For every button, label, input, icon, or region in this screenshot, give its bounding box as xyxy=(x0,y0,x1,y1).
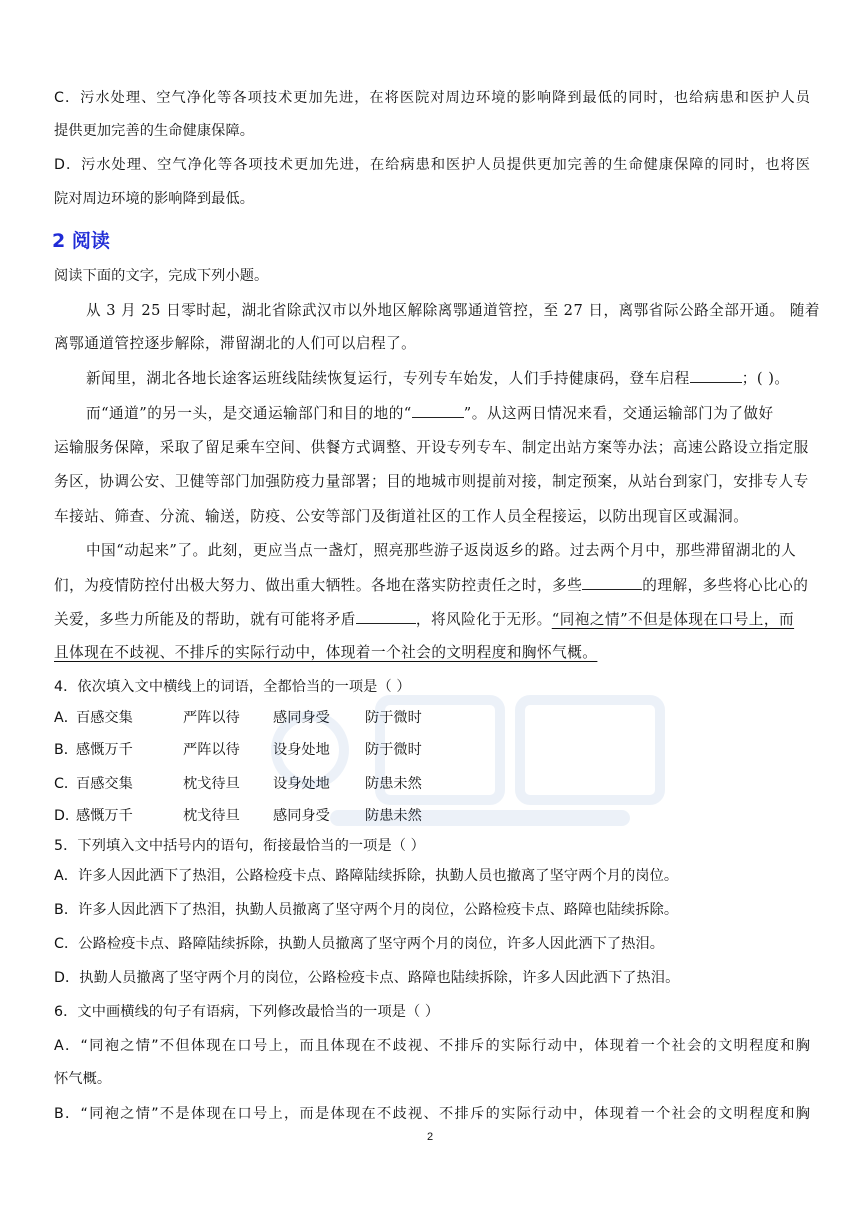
underlined-sentence-part2: 且体现在不歧视、不排斥的实际行动中，体现着一个社会的文明程度和胸怀气概。 xyxy=(54,644,598,661)
q4-a-word1: 百感交集 xyxy=(76,710,133,726)
passage-p4-line3-a: 关爱，多些力所能及的帮助，就有可能将矛盾 xyxy=(54,611,356,628)
passage-p3-text-b: ”。从这两日情况来看，交通运输部门为了做好 xyxy=(463,405,774,422)
q4-d-word4: 防患未然 xyxy=(365,808,422,824)
watermark-logo xyxy=(270,680,690,840)
passage-p4-line2-b: 的理解，多些将心比心的 xyxy=(642,577,809,594)
reading-instruction: 阅读下面的文字，完成下列小题。 xyxy=(54,268,269,284)
blank-2 xyxy=(412,403,464,418)
blank-4 xyxy=(356,609,416,624)
option-c-line2: 提供更加完善的生命健康保障。 xyxy=(54,123,255,139)
q4-stem: 4．依次填入文中横线上的词语，全都恰当的一项是（ ） xyxy=(54,679,411,695)
option-d-line2: 院对周边环境的影响降到最低。 xyxy=(54,191,255,207)
q4-b-word4: 防于微时 xyxy=(365,742,422,758)
q4-d-word1: 感慨万千 xyxy=(76,808,133,824)
q4-a-word2: 严阵以待 xyxy=(183,710,240,726)
q4-a-word4: 防于微时 xyxy=(365,710,422,726)
blank-3 xyxy=(582,575,642,590)
q4-b-label: B． xyxy=(54,742,78,758)
q6-stem: 6．文中画横线的句子有语病，下列修改最恰当的一项是（ ） xyxy=(54,1004,440,1020)
passage-p3-line2: 运输服务保障，采取了留足乘车空间、供餐方式调整、开设专列专车、制定出站方案等办法；高速公路设立指定服 xyxy=(54,439,809,456)
q6-option-b-line1: B．“同袍之情”不是体现在口号上，而是体现在不歧视、不排斥的实际行动中，体现着一个社会的文明程度和胸 xyxy=(54,1106,810,1122)
passage-p4-line2-a: 们，为疫情防控付出极大努力、做出重大牺牲。各地在落实防控责任之时，多些 xyxy=(54,577,583,594)
option-d-line1: D．污水处理、空气净化等各项技术更加先进，在给病患和医护人员提供更加完善的生命健康保障的同时，也将医 xyxy=(54,157,810,173)
passage-p4-line3-b: ，将风险化于无形。 xyxy=(415,611,552,628)
option-c-line1: C．污水处理、空气净化等各项技术更加先进，在将医院对周边环境的影响降到最低的同时，也给病患和医护人员 xyxy=(54,90,810,106)
passage-p1-line2: 离鄂通道管控逐步解除，滞留湖北的人们可以启程了。 xyxy=(54,335,417,352)
q4-c-word2: 枕戈待旦 xyxy=(183,776,240,792)
q4-c-word4: 防患未然 xyxy=(365,776,422,792)
passage-p3-line1 xyxy=(86,403,810,424)
passage-p3-line4: 车接站、筛查、分流、输送，防疫、公安等部门及街道社区的工作人员全程接运，以防出现盲区或漏洞。 xyxy=(54,508,749,525)
underlined-sentence-part1: “同袍之情”不但是体现在口号上，而 xyxy=(551,611,795,628)
q5-option-c: C．公路检疫卡点、路障陆续拆除，执勤人员撤离了坚守两个月的岗位，许多人因此洒下了热泪。 xyxy=(54,936,665,952)
q4-d-word3: 感同身受 xyxy=(273,808,330,824)
passage-p4-line1: 中国“动起来”了。此刻，更应当点一盏灯，照亮那些游子返岗返乡的路。过去两个月中，那些滞留湖北的人 xyxy=(86,542,797,559)
passage-p4-line4 xyxy=(54,643,810,663)
passage-p2-bracket: ；( )。 xyxy=(741,370,790,387)
q4-a-label: A． xyxy=(54,710,78,726)
q4-d-label: D． xyxy=(54,808,80,824)
blank-1 xyxy=(690,368,742,383)
q6-option-a-line2: 怀气概。 xyxy=(54,1071,112,1087)
q4-c-word3: 设身处地 xyxy=(273,776,330,792)
q4-b-word1: 感慨万千 xyxy=(76,742,133,758)
passage-p2 xyxy=(86,368,810,389)
q6-option-a-line1: A．“同袍之情”不但体现在口号上，而且体现在不歧视、不排斥的实际行动中，体现着一个社会的文明程度和胸 xyxy=(54,1038,810,1054)
q4-c-label: C． xyxy=(54,776,79,792)
q5-option-b: B．许多人因此洒下了热泪，执勤人员撤离了坚守两个月的岗位，公路检疫卡点、路障也陆续拆除。 xyxy=(54,902,679,918)
section-heading: 2 阅读 xyxy=(52,230,110,252)
page-number: 2 xyxy=(426,1131,434,1143)
passage-p3-text-a: 而“通道”的另一头，是交通运输部门和目的地的“ xyxy=(86,405,412,422)
q4-b-word3: 设身处地 xyxy=(273,742,330,758)
q5-option-d: D．执勤人员撤离了坚守两个月的岗位，公路检疫卡点、路障也陆续拆除，许多人因此洒下了热泪。 xyxy=(54,970,680,986)
q4-c-word1: 百感交集 xyxy=(76,776,133,792)
passage-p4-line2 xyxy=(54,575,810,596)
passage-p3-line3: 务区，协调公安、卫健等部门加强防疫力量部署；目的地城市则提前对接，制定预案，从站台到家门，安排专人专 xyxy=(54,473,809,490)
q5-stem: 5．下列填入文中括号内的语句，衔接最恰当的一项是（ ） xyxy=(54,838,425,854)
passage-p2-text: 新闻里，湖北各地长途客运班线陆续恢复运行，专列专车始发，人们手持健康码，登车启程 xyxy=(86,370,690,387)
q4-a-word3: 感同身受 xyxy=(273,710,330,726)
q5-option-a: A．许多人因此洒下了热泪，公路检疫卡点、路障陆续拆除，执勤人员也撤离了坚守两个月的岗位。 xyxy=(54,868,679,884)
q4-b-word2: 严阵以待 xyxy=(183,742,240,758)
passage-p1-line1: 从 3 月 25 日零时起，湖北省除武汉市以外地区解除离鄂通道管控，至 27 日，离鄂省际公路全部开通。 随着 xyxy=(86,302,820,319)
q4-d-word2: 枕戈待旦 xyxy=(183,808,240,824)
passage-p4-line3 xyxy=(54,609,810,630)
